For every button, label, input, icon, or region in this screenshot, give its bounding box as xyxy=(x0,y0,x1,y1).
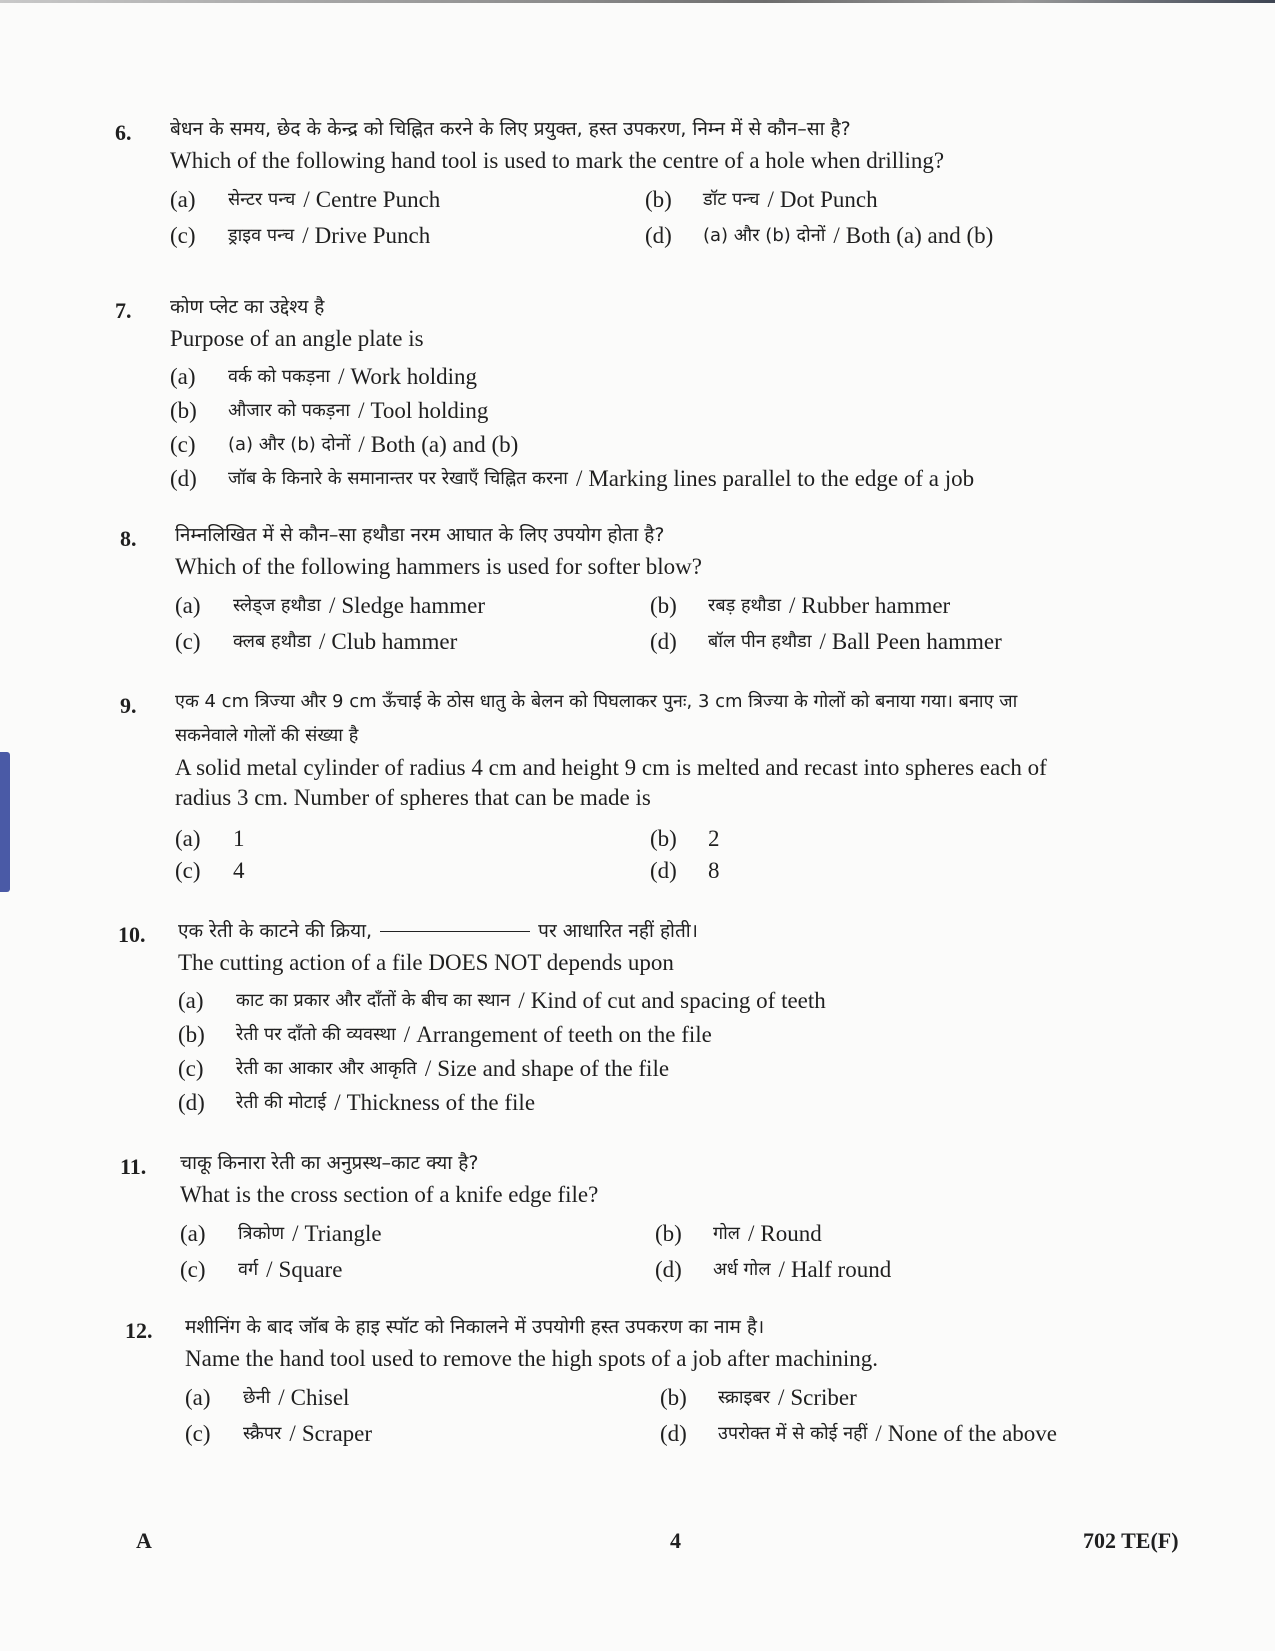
option-d: (d) रेती की मोटाई / Thickness of the file xyxy=(178,1090,536,1115)
question-body xyxy=(185,1310,1185,1452)
footer-paper-code: 702 TE(F) xyxy=(1083,1528,1179,1553)
question-body xyxy=(178,914,1178,1120)
option-a: (a) सेन्टर पन्च / Centre Punch xyxy=(170,187,441,212)
question-body xyxy=(180,1146,1180,1288)
question-text-english-continued: radius 3 cm. Number of spheres that can be made is xyxy=(175,785,651,810)
question-text-hindi: चाकू किनारा रेती का अनुप्रस्थ–काट क्या है? xyxy=(180,1152,479,1174)
option-d: (d) उपरोक्त में से कोई नहीं / None of the above xyxy=(660,1421,1058,1446)
option-c: (c) (a) और (b) दोनों / Both (a) and (b) xyxy=(170,432,519,457)
question-text-hindi-before-blank: एक रेती के काटने की क्रिया, xyxy=(178,920,373,942)
question-text-hindi xyxy=(178,914,1178,948)
question-text-hindi: बेधन के समय, छेद के केन्द्र को चिह्नित करने के लिए प्रयुक्त, हस्त उपकरण, निम्न में से कौन–सा है? xyxy=(170,118,851,140)
options xyxy=(170,182,1170,254)
question-text-english: What is the cross section of a knife edge file? xyxy=(180,1182,599,1207)
question-number: 10. xyxy=(118,922,146,947)
question-body xyxy=(170,112,1170,254)
options xyxy=(175,823,1235,887)
option-c: (c) ड्राइव पन्च / Drive Punch xyxy=(170,223,431,248)
option-d: (d) अर्ध गोल / Half round xyxy=(655,1257,892,1282)
question-text-english: A solid metal cylinder of radius 4 cm and height 9 cm is melted and recast into spheres each of xyxy=(175,755,1047,780)
option-b: (b) रेती पर दाँतो की व्यवस्था / Arrangement of teeth on the file xyxy=(178,1022,712,1047)
option-b: (b) 2 xyxy=(650,826,720,851)
option-d: (d) जॉब के किनारे के समानान्तर पर रेखाएँ चिह्नित करना / Marking lines parallel to the edge of a job xyxy=(170,466,975,491)
question-number: 12. xyxy=(125,1318,153,1343)
question-text-english: The cutting action of a file DOES NOT depends upon xyxy=(178,950,674,975)
option-a: (a) काट का प्रकार और दाँतों के बीच का स्थान / Kind of cut and spacing of teeth xyxy=(178,988,826,1013)
question-text-english: Purpose of an angle plate is xyxy=(170,326,424,351)
footer-page-number: 4 xyxy=(670,1528,681,1553)
question-number: 11. xyxy=(120,1154,147,1179)
options xyxy=(178,984,1178,1120)
options xyxy=(180,1216,1180,1288)
option-c: (c) स्क्रैपर / Scraper xyxy=(185,1421,373,1446)
option-a: (a) त्रिकोण / Triangle xyxy=(180,1221,382,1246)
option-a: (a) स्लेड्ज हथौडा / Sledge hammer xyxy=(175,593,486,618)
question-body xyxy=(170,290,1170,496)
question-number: 9. xyxy=(120,693,137,718)
question-text-hindi: मशीनिंग के बाद जॉब के हाइ स्पॉट को निकालने में उपयोगी हस्त उपकरण का नाम है। xyxy=(185,1316,765,1338)
footer-series: A xyxy=(136,1528,152,1553)
question-text-hindi: निम्नलिखित में से कौन–सा हथौडा नरम आघात के लिए उपयोग होता है? xyxy=(175,524,665,546)
option-b: (b) स्क्राइबर / Scriber xyxy=(660,1385,857,1410)
question-body xyxy=(175,685,1235,887)
option-a: (a) वर्क को पकड़ना / Work holding xyxy=(170,364,478,389)
option-c: (c) रेती का आकार और आकृति / Size and shape of the file xyxy=(178,1056,670,1081)
question-number: 6. xyxy=(115,120,132,145)
question-text-hindi-after-blank: पर आधारित नहीं होती। xyxy=(538,920,698,942)
question-text-english: Name the hand tool used to remove the high spots of a job after machining. xyxy=(185,1346,879,1371)
option-b: (b) गोल / Round xyxy=(655,1221,822,1246)
option-a: (a) 1 xyxy=(175,826,245,851)
option-a: (a) छेनी / Chisel xyxy=(185,1385,350,1410)
option-b: (b) औजार को पकड़ना / Tool holding xyxy=(170,398,489,423)
question-text-english: Which of the following hammers is used for softer blow? xyxy=(175,554,702,579)
question-text-english: Which of the following hand tool is used to mark the centre of a hole when drilling? xyxy=(170,148,945,173)
option-c: (c) क्लब हथौडा / Club hammer xyxy=(175,629,458,654)
option-c: (c) वर्ग / Square xyxy=(180,1257,343,1282)
option-d: (d) बॉल पीन हथौडा / Ball Peen hammer xyxy=(650,629,1002,654)
question-body xyxy=(175,518,1175,660)
question-text-hindi: कोण प्लेट का उद्देश्य है xyxy=(170,296,325,318)
fill-in-blank-line xyxy=(380,931,530,932)
question-text-hindi-continued: सकनेवाले गोलों की संख्या है xyxy=(175,725,359,746)
option-b: (b) रबड़ हथौडा / Rubber hammer xyxy=(650,593,951,618)
question-number: 7. xyxy=(115,298,132,323)
option-b: (b) डॉट पन्च / Dot Punch xyxy=(645,187,878,212)
question-number: 8. xyxy=(120,526,137,551)
options xyxy=(170,360,1170,496)
option-d: (d) (a) और (b) दोनों / Both (a) and (b) xyxy=(645,223,994,248)
options xyxy=(175,588,1175,660)
question-text-hindi: एक 4 cm त्रिज्या और 9 cm ऊँचाई के ठोस धातु के बेलन को पिघलाकर पुनः, 3 cm त्रिज्या के गोलों को बनाया गया। बनाए जा xyxy=(175,691,1018,712)
options xyxy=(185,1380,1185,1452)
option-c: (c) 4 xyxy=(175,858,245,883)
option-d: (d) 8 xyxy=(650,858,720,883)
